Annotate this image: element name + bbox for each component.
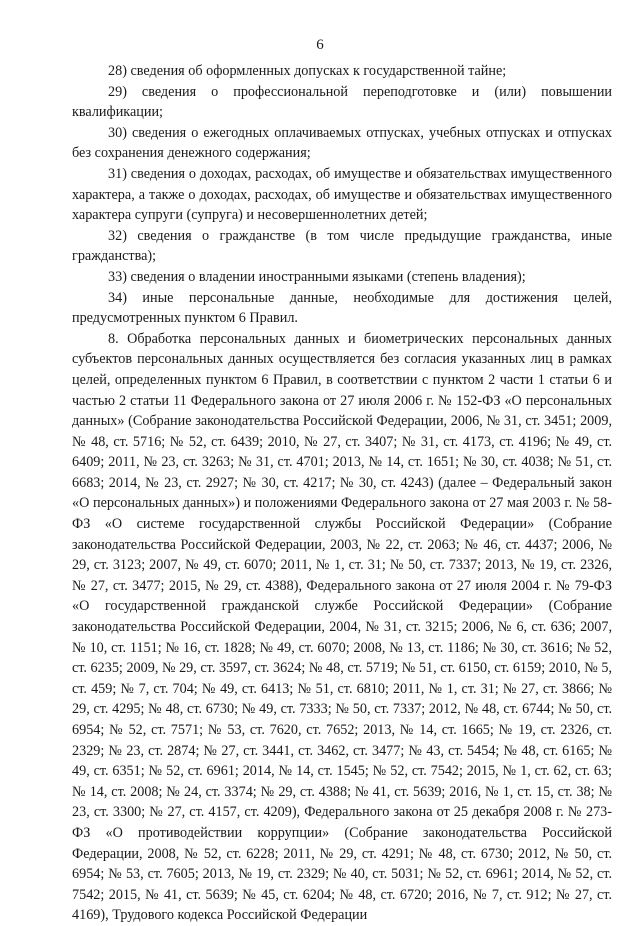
list-item-30: 30) сведения о ежегодных оплачиваемых отпусках, учебных отпусках и отпусках без сохранения денежного содержания; xyxy=(72,124,612,162)
list-item-34: 34) иные персональные данные, необходимые для достижения целей, предусмотренных пунктом 6 Правил. xyxy=(72,289,612,327)
list-item-29: 29) сведения о профессиональной переподготовке и (или) повышении квалификации; xyxy=(72,83,612,121)
page-number: 6 xyxy=(316,37,324,53)
list-item-33: 33) сведения о владении иностранными языками (степень владения); xyxy=(108,268,526,285)
section-8-paragraph: 8. Обработка персональных данных и биометрических персональных данных субъектов персональных данных осуществляется без согласия указанных лиц в рамках целей, определенных пунктом 6 Правил, в соответствии с пунктом 2 части 1 статьи 6 и частью 2 статьи 11 Федерального закона от 27 июля 2006 г. № 152-ФЗ «О персональных данных» (Собрание законодательства Российской Федерации, 2006, № 31, ст. 3451; 2009, № 48, ст. 5716; № 52, ст. 6439; 2010, № 27, ст. 3407; № 31, ст. 4173, ст. 4196; № 49, ст. 6409; 2011, № 23, ст. 3263; № 31, ст. 4701; 2013, № 14, ст. 1651; № 30, ст. 4038; № 51, ст. 6683; 2014, № 23, ст. 2927; № 30, ст. 4217; № 30, ст. 4243) (далее – Федеральный закон «О персональных данных») и положениями Федерального закона от 27 мая 2003 г. № 58-ФЗ «О системе государственной службы Российской Федерации» (Собрание законодательства Российской Федерации, 2003, № 22, ст. 2063; № 46, ст. 4437; 2006, № 29, ст. 3123; 2007, № 49, ст. 6070; 2011, № 1, ст. 31; № 50, ст. 7337; 2013, № 19, ст. 2326, № 27, ст. 3477; 2015, № 29, ст. 4388), Федерального закона от 27 июля 2004 г. № 79-ФЗ «О государственной гражданской службе Российской Федерации» (Собрание законодательства Российской Федерации, 2004, № 31, ст. 3215; 2006, № 6, ст. 636; 2007, № 10, ст. 1151; № 16, ст. 1828; № 49, ст. 6070; 2008, № 13, ст. 1186; № 30, ст. 3616; № 52, ст. 6235; 2009, № 29, ст. 3597, ст. 3624; № 48, ст. 5719; № 51, ст. 6150, ст. 6159; 2010, № 5, ст. 459; № 7, ст. 704; № 49, ст. 6413; № 51, ст. 6810; 2011, № 1, ст. 31; № 27, ст. 3866; № 29, ст. 4295; № 48, ст. 6730; № 49, ст. 7333; № 50, ст. 7337; 2012, № 48, ст. 6744; № 50, ст. 6954; № 52, ст. 7571; № 53, ст. 7620, ст. 7652; 2013, № 14, ст. 1665; № 19, ст. 2326, ст. 2329; № 23, ст. 2874; № 27, ст. 3441, ст. 3462, ст. 3477; № 43, ст. 5454; № 48, ст. 6165; № 49, ст. 6351; № 52, ст. 6961; 2014, № 14, ст. 1545; № 52, ст. 7542; 2015, № 1, ст. 62, ст. 63; № 14, ст. 2008; № 24, ст. 3374; № 29, ст. 4388; № 41, ст. 5639; 2016, № 1, ст. 15, ст. 38; № 23, ст. 3300; № 27, ст. 4157, ст. 4209), Федерального закона от 25 декабря 2008 г. № 273-ФЗ «О противодействии коррупции» (Собрание законодательства Российской Федерации, 2008, № 52, ст. 6228; 2011, № 29, ст. 4291; № 48, ст. 6730; 2012, № 50, ст. 6954; № 53, ст. 7605; 2013, № 19, ст. 2329; № 40, ст. 5031; № 52, ст. 6961; 2014, № 52, ст. 7542; 2015, № 41, ст. 5639; № 45, ст. 6204; № 48, ст. 6720; 2016, № 7, ст. 912; № 27, ст. 4169), Трудового кодекса Российской Федерации xyxy=(72,330,612,924)
list-item-28: 28) сведения об оформленных допусках к государственной тайне; xyxy=(108,63,507,79)
document-body xyxy=(72,61,612,926)
list-item-32: 32) сведения о гражданстве (в том числе предыдущие гражданства, иные гражданства); xyxy=(72,227,612,265)
list-item-31: 31) сведения о доходах, расходах, об имуществе и обязательствах имущественного характера, а также о доходах, расходах, об имуществе и обязательствах имущественного характера супруги (супруга) и несовершеннолетних детей; xyxy=(72,165,612,224)
